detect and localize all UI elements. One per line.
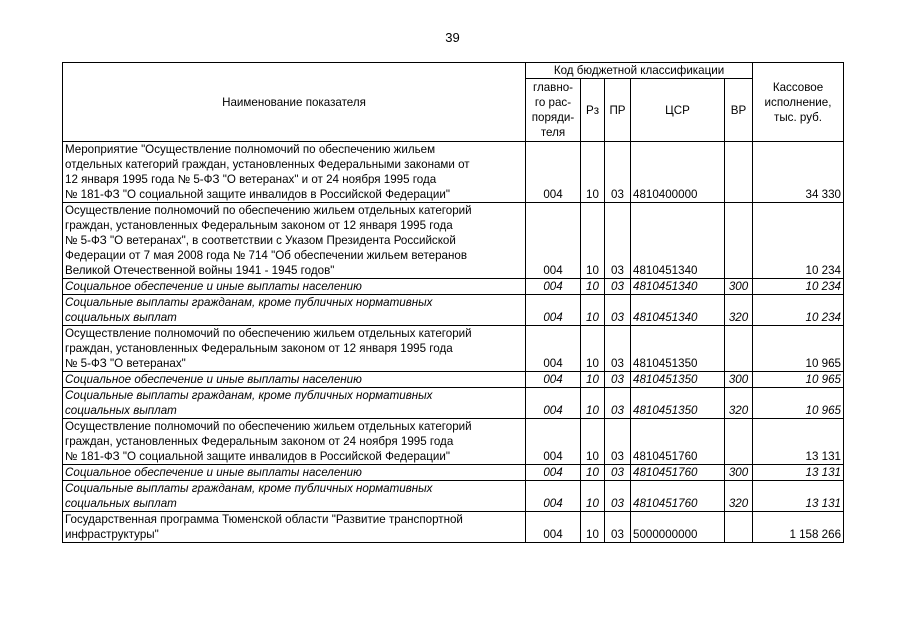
row-pr: 03 [605, 372, 631, 388]
row-csr: 4810400000 [631, 142, 725, 203]
row-name [63, 203, 526, 279]
row-rz: 10 [581, 279, 605, 295]
row-amount: 13 131 [753, 481, 844, 512]
header-amount-line: Кассовое [772, 80, 824, 94]
row-glavn: 004 [526, 481, 581, 512]
row-amount: 10 234 [753, 203, 844, 279]
table-row [63, 279, 844, 295]
row-pr: 03 [605, 142, 631, 203]
table-row [63, 465, 844, 481]
table-row [63, 295, 844, 326]
row-amount: 10 965 [753, 388, 844, 419]
row-rz: 10 [581, 481, 605, 512]
row-rz: 10 [581, 326, 605, 372]
row-glavn: 004 [526, 465, 581, 481]
header-rz: Рз [581, 79, 605, 142]
header-glavn-line: поряди- [531, 111, 575, 124]
row-csr: 4810451760 [631, 419, 725, 465]
row-name [63, 295, 526, 326]
budget-table [62, 62, 844, 543]
row-name [63, 279, 526, 295]
header-csr: ЦСР [631, 79, 725, 142]
row-amount: 10 965 [753, 372, 844, 388]
row-pr: 03 [605, 481, 631, 512]
row-vr [725, 512, 753, 543]
row-name-line: Осуществление полномочий по обеспечению жильем отдельных категорий [65, 204, 472, 217]
table-row [63, 419, 844, 465]
row-amount: 10 965 [753, 326, 844, 372]
row-vr [725, 326, 753, 372]
row-vr: 300 [725, 279, 753, 295]
row-name-line: Великой Отечественной войны 1941 - 1945 годов" [65, 264, 335, 277]
row-name [63, 419, 526, 465]
row-pr: 03 [605, 279, 631, 295]
row-csr: 4810451760 [631, 481, 725, 512]
row-pr: 03 [605, 388, 631, 419]
row-name-line: № 181-ФЗ "О социальной защите инвалидов в Российской Федерации" [65, 450, 450, 463]
table-row [63, 203, 844, 279]
row-name-line: № 5-ФЗ "О ветеранах", в соответствии с Указом Президента Российской [65, 234, 456, 247]
row-rz: 10 [581, 372, 605, 388]
row-pr: 03 [605, 465, 631, 481]
row-glavn: 004 [526, 326, 581, 372]
row-vr: 320 [725, 295, 753, 326]
table-row [63, 326, 844, 372]
row-name-line: Осуществление полномочий по обеспечению жильем отдельных категорий [65, 420, 472, 433]
row-name-line: отдельных категорий граждан, установленных Федеральными законами от [65, 158, 470, 171]
table-body [63, 142, 844, 543]
row-csr: 5000000000 [631, 512, 725, 543]
row-amount: 10 234 [753, 279, 844, 295]
row-name-line: № 5-ФЗ "О ветеранах" [65, 357, 186, 370]
header-kbk: Код бюджетной классификации [526, 63, 753, 79]
row-name-line: Социальное обеспечение и иные выплаты населению [65, 466, 362, 479]
row-amount: 10 234 [753, 295, 844, 326]
header-name: Наименование показателя [63, 63, 526, 142]
row-name [63, 512, 526, 543]
header-amount-line: исполнение, [764, 95, 832, 109]
row-csr: 4810451760 [631, 465, 725, 481]
header-glavn-line: теля [540, 126, 566, 139]
row-vr: 320 [725, 481, 753, 512]
row-name-line: Осуществление полномочий по обеспечению жильем отдельных категорий [65, 327, 472, 340]
header-glavn-line: главно- [532, 81, 574, 94]
row-glavn: 004 [526, 388, 581, 419]
row-name-line: Социальные выплаты гражданам, кроме публичных нормативных [65, 482, 433, 495]
row-csr: 4810451350 [631, 388, 725, 419]
row-rz: 10 [581, 465, 605, 481]
table-row [63, 388, 844, 419]
row-name-line: № 181-ФЗ "О социальной защите инвалидов в Российской Федерации" [65, 188, 450, 201]
row-name [63, 465, 526, 481]
row-name [63, 388, 526, 419]
header-glavn-line: го рас- [534, 96, 572, 109]
header-vr: ВР [725, 79, 753, 142]
row-name-line: инфраструктуры" [65, 528, 159, 541]
row-rz: 10 [581, 203, 605, 279]
row-name-line: Социальное обеспечение и иные выплаты населению [65, 280, 362, 293]
row-pr: 03 [605, 295, 631, 326]
row-vr: 320 [725, 388, 753, 419]
row-vr [725, 203, 753, 279]
table-row [63, 372, 844, 388]
row-amount: 34 330 [753, 142, 844, 203]
row-name-line: граждан, установленных Федеральным законом от 12 января 1995 года [65, 219, 453, 232]
row-rz: 10 [581, 512, 605, 543]
row-csr: 4810451340 [631, 203, 725, 279]
row-name-line: 12 января 1995 года № 5-ФЗ "О ветеранах" и от 24 ноября 1995 года [65, 173, 437, 186]
table-row [63, 512, 844, 543]
table-row [63, 142, 844, 203]
header-amount-line: тыс. руб. [774, 110, 823, 124]
header-pr: ПР [605, 79, 631, 142]
row-pr: 03 [605, 512, 631, 543]
row-glavn: 004 [526, 279, 581, 295]
row-pr: 03 [605, 419, 631, 465]
row-csr: 4810451350 [631, 326, 725, 372]
row-pr: 03 [605, 203, 631, 279]
row-name-line: Федерации от 7 мая 2008 года № 714 "Об обеспечении жильем ветеранов [65, 249, 467, 262]
row-name-line: граждан, установленных Федеральным законом от 24 ноября 1995 года [65, 435, 454, 448]
table-row [63, 481, 844, 512]
row-name [63, 372, 526, 388]
row-glavn: 004 [526, 512, 581, 543]
row-csr: 4810451340 [631, 279, 725, 295]
row-amount: 13 131 [753, 419, 844, 465]
row-name-line: Мероприятие "Осуществление полномочий по обеспечению жильем [65, 143, 436, 156]
row-name-line: социальных выплат [65, 497, 177, 510]
row-name-line: социальных выплат [65, 404, 177, 417]
row-vr [725, 142, 753, 203]
row-vr: 300 [725, 372, 753, 388]
row-amount: 1 158 266 [753, 512, 844, 543]
row-name-line: социальных выплат [65, 311, 177, 324]
row-csr: 4810451350 [631, 372, 725, 388]
row-rz: 10 [581, 295, 605, 326]
row-name [63, 326, 526, 372]
row-vr: 300 [725, 465, 753, 481]
header-amount [753, 63, 844, 142]
row-glavn: 004 [526, 419, 581, 465]
row-glavn: 004 [526, 203, 581, 279]
row-name-line: Социальные выплаты гражданам, кроме публичных нормативных [65, 389, 433, 402]
header-glavn [526, 79, 581, 142]
row-rz: 10 [581, 142, 605, 203]
row-name-line: Социальные выплаты гражданам, кроме публичных нормативных [65, 296, 433, 309]
row-name-line: Государственная программа Тюменской области "Развитие транспортной [65, 513, 463, 526]
row-glavn: 004 [526, 142, 581, 203]
row-name [63, 142, 526, 203]
row-pr: 03 [605, 326, 631, 372]
row-name-line: Социальное обеспечение и иные выплаты населению [65, 373, 362, 386]
row-amount: 13 131 [753, 465, 844, 481]
row-name [63, 481, 526, 512]
row-rz: 10 [581, 419, 605, 465]
row-glavn: 004 [526, 372, 581, 388]
row-name-line: граждан, установленных Федеральным законом от 12 января 1995 года [65, 342, 453, 355]
row-csr: 4810451340 [631, 295, 725, 326]
row-vr [725, 419, 753, 465]
row-rz: 10 [581, 388, 605, 419]
page-number: 39 [445, 30, 460, 45]
row-glavn: 004 [526, 295, 581, 326]
